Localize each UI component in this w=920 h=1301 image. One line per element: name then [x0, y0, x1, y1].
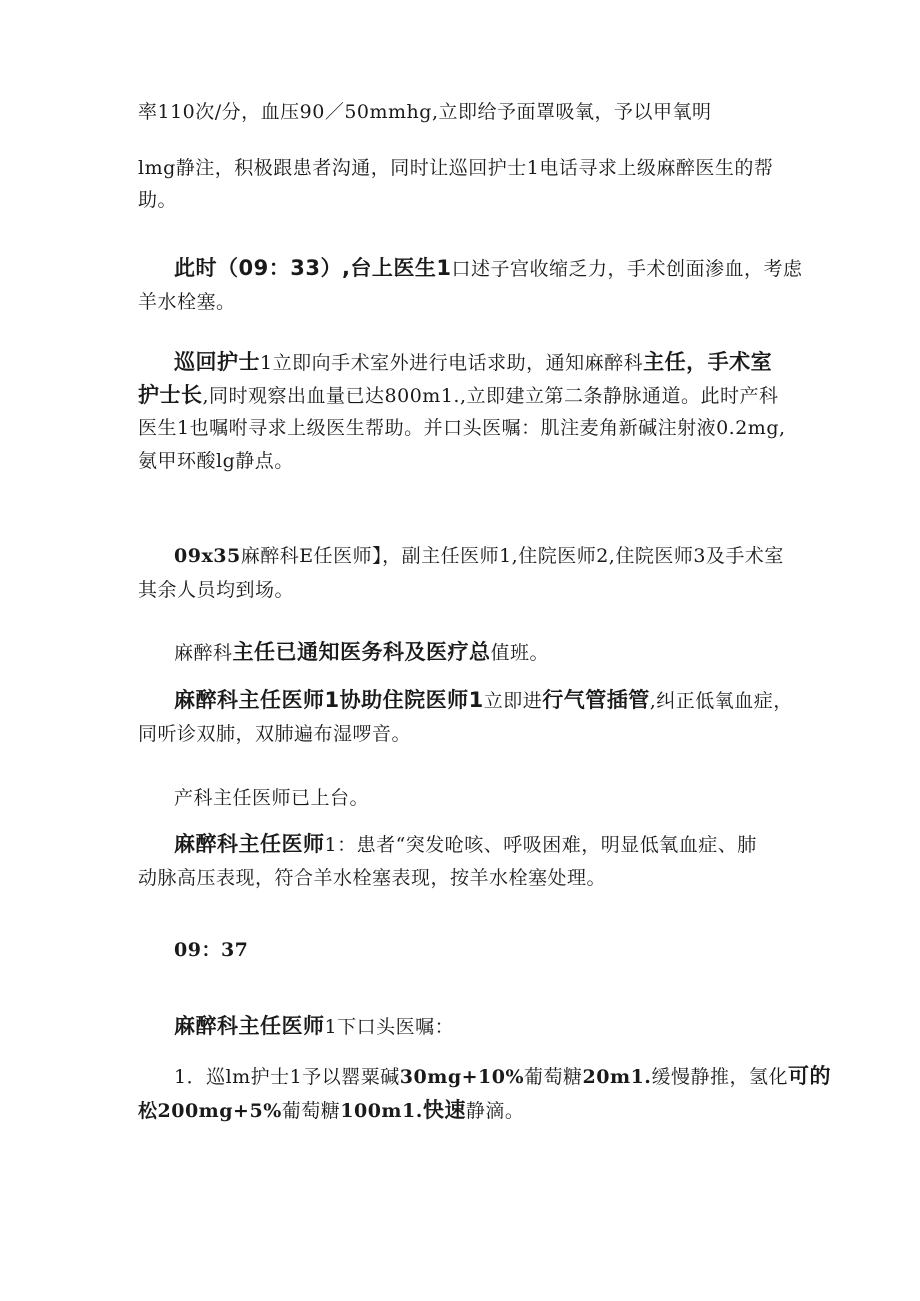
text-line: 医生1也嘱咐寻求上级医生帮助。并口头医嘱：肌注麦角新碱注射液0.2mg,	[138, 417, 786, 439]
emphasis-text: 麻醉科主任医师1协助住院医师1	[174, 688, 484, 712]
time-stamp: 09：37	[174, 939, 249, 961]
text-span: 静滴。	[465, 1100, 525, 1122]
text-span: ,同时观察出血量已达800m1.,立即建立第二条静脉通道。此时产科	[202, 385, 779, 407]
emphasis-text: 此时（09：33）,台上医生1	[174, 256, 452, 280]
emphasis-text: 护士长	[138, 383, 203, 407]
text-line: 率110次/分，血压90／50mmhg,立即给予面罩吸氧，予以甲氧明	[138, 101, 712, 123]
text-line: lmg静注，积极跟患者沟通，同时让巡回护士1电话寻求上级麻醉医生的帮	[138, 157, 774, 179]
text-line	[138, 542, 798, 570]
text-span: 值班。	[490, 642, 550, 664]
paragraph-0933	[138, 254, 803, 316]
text-span: 1．巡lm护士1予以罂粟碱	[174, 1066, 400, 1088]
text-line: 羊水栓塞。	[138, 291, 236, 313]
text-line	[138, 348, 798, 376]
paragraph-obstetric-director	[138, 784, 798, 812]
emphasis-text: 快速	[422, 1098, 466, 1122]
text-span: 立即进	[483, 690, 543, 712]
dose-text: 100m1.	[340, 1100, 423, 1122]
paragraph-diagnosis	[138, 830, 798, 892]
paragraph-0935	[138, 542, 798, 604]
text-line: 同听诊双肺，双肺遍布湿啰音。	[138, 723, 412, 745]
paragraph-vitals	[138, 98, 798, 126]
text-span: 麻醉科E任医师】，副主任医师1,住院医师2,住院医师3及手术室	[240, 545, 784, 567]
text-line: 动脉高压表现，符合羊水栓塞表现，按羊水栓塞处理。	[138, 867, 607, 889]
emphasis-text: 麻醉科主任医师	[174, 832, 325, 856]
time-stamp: 09x35	[174, 545, 241, 567]
text-line	[138, 638, 798, 666]
text-line	[138, 1012, 798, 1040]
text-line	[138, 1096, 798, 1124]
paragraph-0937	[138, 936, 798, 964]
emphasis-text: 主任，手术室	[643, 350, 773, 374]
text-span: ,纠正低氧血症，	[649, 690, 793, 712]
text-span: 葡萄糖	[524, 1066, 583, 1088]
text-line: 产科主任医师已上台。	[174, 787, 370, 809]
emphasis-text: 主任已通知医务科及医疗总	[232, 640, 491, 664]
emphasis-text: 行气管插管	[542, 688, 650, 712]
text-line	[138, 686, 798, 714]
paragraph-intubation	[138, 686, 798, 748]
text-line: 氨甲环酸lg静点。	[138, 450, 294, 472]
text-span: 1立即向手术室外进行电话求助，通知麻醉科	[260, 352, 644, 374]
dose-text: 20m1.	[582, 1066, 652, 1088]
emphasis-text: 巡回护士	[174, 350, 260, 374]
paragraph-order-item-1	[138, 1062, 831, 1124]
text-span: 葡萄糖	[281, 1100, 341, 1122]
text-span: 1：患者“突发呛咳、呼吸困难，明显低氧血症、肺	[324, 834, 757, 856]
text-line	[138, 1062, 831, 1090]
text-line	[138, 830, 798, 858]
text-line: 助。	[138, 189, 178, 211]
text-line: 其余人员均到场。	[138, 579, 295, 601]
emphasis-text: 麻醉科主任医师	[174, 1014, 325, 1038]
dose-text: 30mg+10%	[399, 1066, 525, 1088]
paragraph-oral-order	[138, 1012, 798, 1040]
paragraph-circulating-nurse	[138, 348, 798, 475]
emphasis-text: 可的	[787, 1064, 831, 1088]
text-span: 麻醉科	[174, 642, 233, 664]
dose-text: 松200mg+5%	[138, 1100, 282, 1122]
text-span: 缓慢静推，氢化	[651, 1066, 788, 1088]
paragraph-injection	[138, 154, 798, 214]
text-span: 1下口头医嘱：	[324, 1016, 455, 1038]
text-line	[138, 254, 803, 282]
paragraph-director-notified	[138, 638, 798, 666]
text-line	[138, 381, 798, 409]
text-span: 口述子宫收缩乏力，手术创面渗血，考虑	[451, 258, 803, 280]
